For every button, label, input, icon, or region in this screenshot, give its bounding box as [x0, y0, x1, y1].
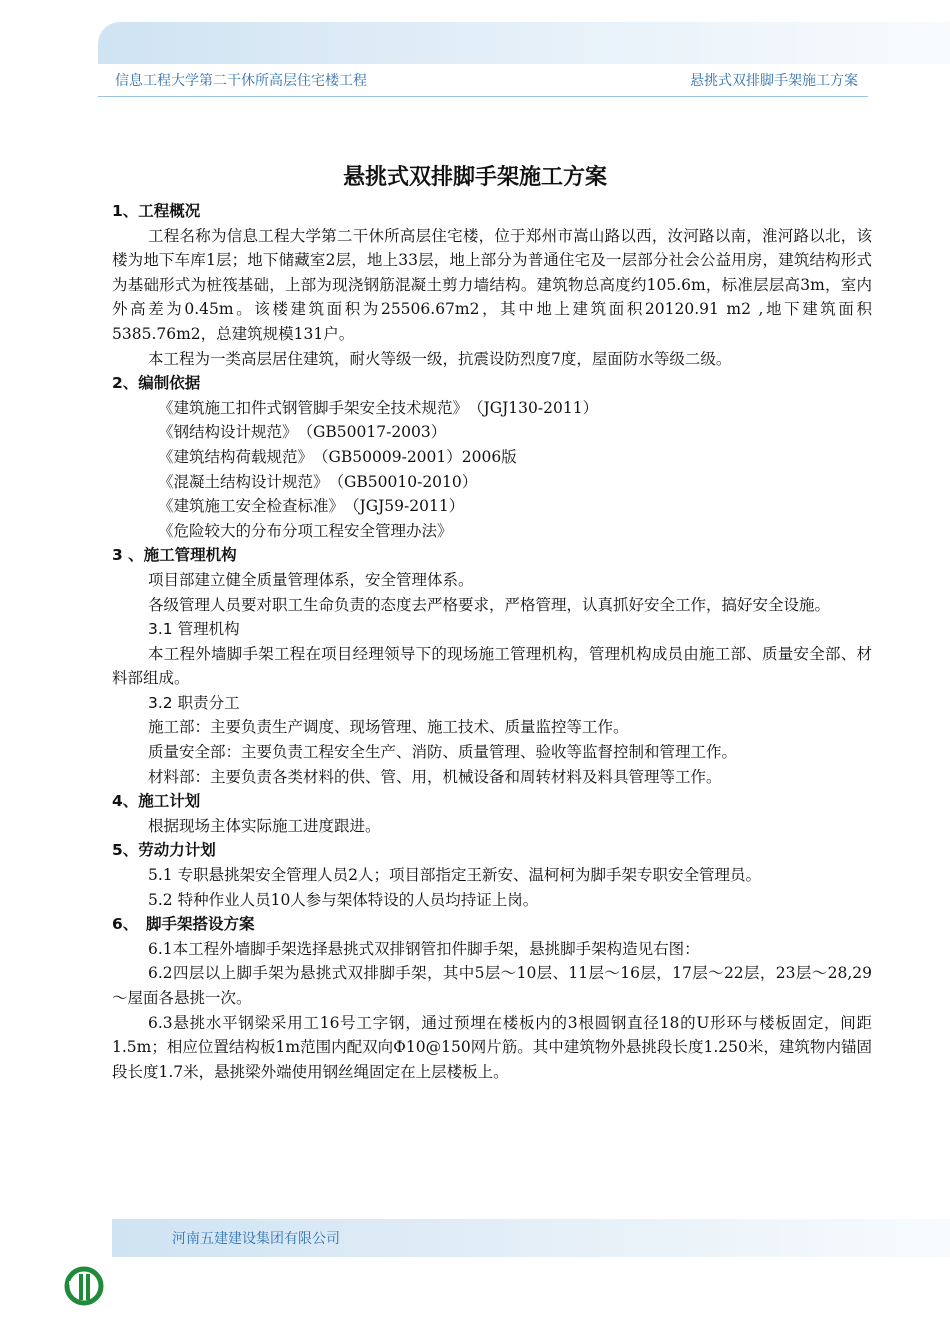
- section-1-heading: 1、工程概况: [112, 202, 201, 220]
- company-logo-icon: [64, 1266, 104, 1306]
- paragraph: 6.1本工程外墙脚手架选择悬挑式双排钢管扣件脚手架，悬挑脚手架构造见右图：: [148, 939, 700, 958]
- section-3-heading: 3 、施工管理机构: [112, 546, 237, 565]
- reference-item: 《建筑结构荷载规范》 （GB50009-2001）2006版: [158, 447, 517, 466]
- paragraph: 5.1 专职悬挑架安全管理人员2人；项目部指定王新安、温柯柯为脚手架专职安全管理员。: [148, 866, 761, 885]
- paragraph: 本工程为一类高层居住建筑，耐火等级一级，抗震设防烈度7度，屋面防水等级二级。: [148, 349, 732, 368]
- reference-item: 《危险较大的分布分项工程安全管理办法》: [158, 521, 453, 540]
- paragraph: 根据现场主体实际施工进度跟进。: [148, 816, 381, 835]
- paragraph: 工程名称为信息工程大学第二干休所高层住宅楼，位于郑州市嵩山路以西，汝河路以南，淮河路以北，该楼为地下车库1层；地下储藏室2层，地上33层，地上部分为普通住宅及一层部分社会公益用房，建筑结构形式为基础形式为桩筏基础，上部为现浇钢筋混凝土剪力墙结构。建筑物总高度约105.6m，标准层层高3m，室内外高差为0.45m。该楼建筑面积为25506.67m2，其中地上建筑面积20120.91 m2 ,地下建筑面积5385.76m2，总建筑规模131户。: [112, 226, 872, 343]
- header-band: [98, 22, 950, 64]
- paragraph: 6.3悬挑水平钢梁采用工16号工字钢，通过预埋在楼板内的3根圆钢直径18的U形环与楼板固定，间距1.5m；相应位置结构板1m范围内配双向Φ10@150网片筋。其中建筑物外悬挑段长度1.250米，建筑物内锚固段长度1.7米，悬挑梁外端使用钢丝绳固定在上层楼板上。: [112, 1013, 872, 1081]
- document-title: 悬挑式双排脚手架施工方案: [342, 165, 607, 190]
- reference-item: 《建筑施工扣件式钢管脚手架安全技术规范》 （JGJ130-2011）: [158, 398, 599, 417]
- header-doc-name: 悬挑式双排脚手架施工方案: [690, 73, 858, 89]
- header-divider: [98, 96, 868, 97]
- reference-item: 《混凝土结构设计规范》 （GB50010-2010）: [158, 472, 478, 491]
- footer-company: 河南五建建设集团有限公司: [172, 1231, 340, 1247]
- paragraph: 本工程外墙脚手架工程在项目经理领导下的现场施工管理机构，管理机构成员由施工部、质量安全部、材料部组成。: [112, 644, 872, 688]
- header-project-name: 信息工程大学第二干休所高层住宅楼工程: [115, 73, 367, 89]
- section-6-heading: 6、 脚手架搭设方案: [112, 915, 255, 934]
- document-body: [112, 199, 872, 1084]
- paragraph: 各级管理人员要对职工生命负责的态度去严格要求，严格管理，认真抓好安全工作，搞好安全设施。: [148, 595, 831, 614]
- paragraph: 施工部：主要负责生产调度、现场管理、施工技术、质量监控等工作。: [148, 718, 629, 737]
- paragraph: 5.2 特种作业人员10人参与架体特设的人员均持证上岗。: [148, 890, 539, 909]
- paragraph: 质量安全部：主要负责工程安全生产、消防、质量管理、验收等监督控制和管理工作。: [148, 743, 738, 762]
- reference-item: 《钢结构设计规范》 （GB50017-2003）: [158, 423, 447, 442]
- paragraph: 6.2四层以上脚手架为悬挑式双排脚手架，其中5层～10层、11层～16层，17层～22层，23层～28,29～屋面各悬挑一次。: [112, 964, 872, 1007]
- reference-item: 《建筑施工安全检查标准》 （JGJ59-2011）: [158, 497, 465, 516]
- section-4-heading: 4、施工计划: [112, 792, 201, 811]
- subsection-heading: 3.1 管理机构: [148, 620, 240, 639]
- subsection-heading: 3.2 职责分工: [148, 693, 240, 712]
- paragraph: 项目部建立健全质量管理体系，安全管理体系。: [148, 570, 474, 589]
- paragraph: 材料部：主要负责各类材料的供、管、用，机械设备和周转材料及料具管理等工作。: [148, 767, 722, 786]
- section-5-heading: 5、劳动力计划: [112, 841, 216, 860]
- section-2-heading: 2、编制依据: [112, 374, 201, 393]
